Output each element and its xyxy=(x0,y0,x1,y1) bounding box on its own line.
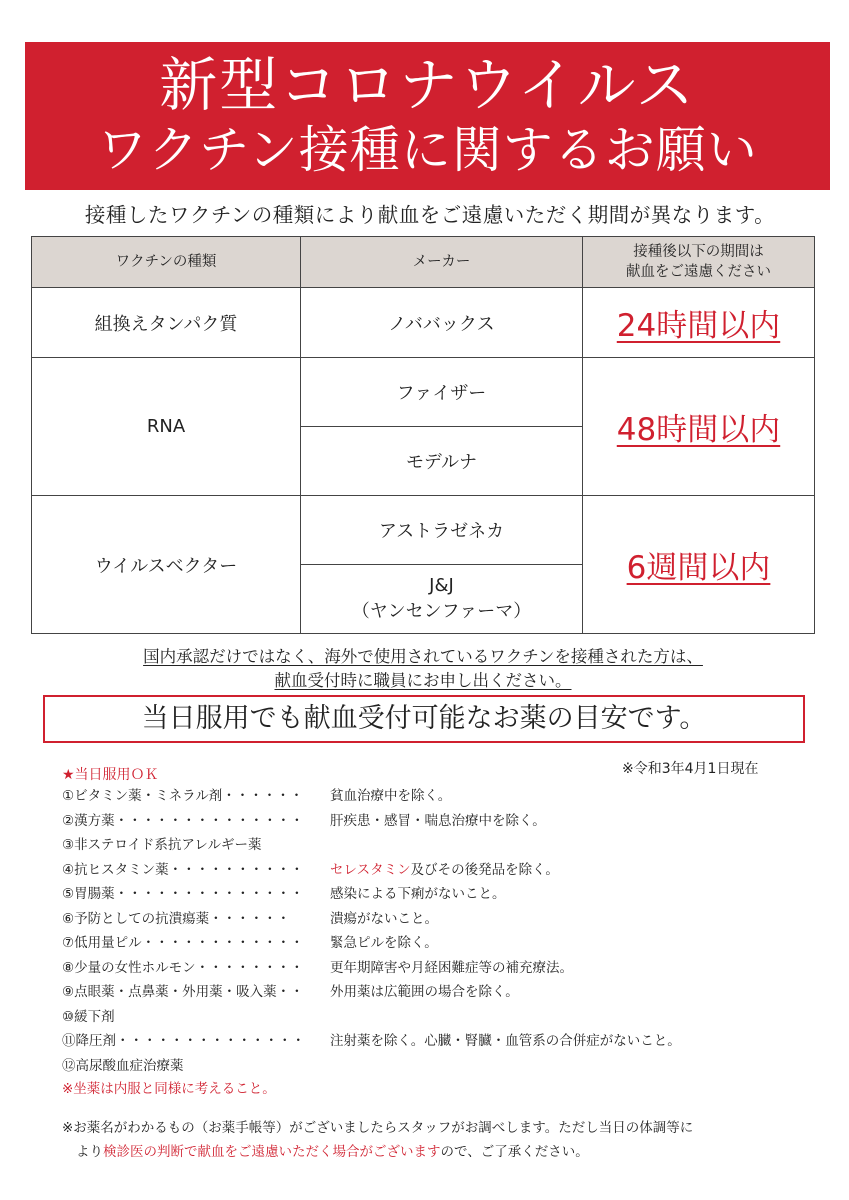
medicine-note-highlight: セレスタミン xyxy=(330,861,411,878)
footer-line2-start: より xyxy=(76,1144,103,1160)
medicine-note: 緊急ピルを除く。 xyxy=(330,935,438,951)
overseas-vaccine-notice xyxy=(31,645,815,693)
list-item xyxy=(62,836,782,861)
list-item xyxy=(62,861,782,886)
medicine-note: 注射薬を除く。心臓・腎臓・血管系の合併症がないこと。 xyxy=(330,1033,681,1049)
period-cell xyxy=(583,358,815,496)
maker-cell: モデルナ xyxy=(301,427,583,496)
medicine-name: ②漢方薬・・・・・・・・・・・・・・ xyxy=(62,812,304,829)
footer-note xyxy=(62,1116,812,1164)
header-period-line2: 献血をご遠慮ください xyxy=(626,264,771,280)
footer-line1: ※お薬名がわかるもの（お薬手帳等）がございましたらスタッフがお調べします。ただし当日の体調等に xyxy=(62,1120,694,1136)
period-text: 48時間以内 xyxy=(616,412,781,448)
medicine-note: 更年期障害や月経困難症等の補充療法。 xyxy=(330,959,573,976)
medicine-name: ⑫高尿酸血症治療薬 xyxy=(62,1057,184,1074)
header-period xyxy=(583,237,815,288)
intro-text: 接種したワクチンの種類により献血をご遠慮いただく期間が異なります。 xyxy=(84,203,776,227)
title-banner xyxy=(25,42,830,190)
footer-line2-highlight: 検診医の判断で献血をご遠慮いただく場合がございます xyxy=(103,1144,441,1160)
table-row xyxy=(32,496,815,565)
list-item xyxy=(62,812,782,837)
list-item xyxy=(62,983,782,1008)
list-item xyxy=(62,959,782,984)
medicine-name: ⑪降圧剤・・・・・・・・・・・・・・ xyxy=(62,1033,305,1049)
medicine-name: ⑧少量の女性ホルモン・・・・・・・・ xyxy=(62,959,304,976)
footer-line2-end: ので、ご了承ください。 xyxy=(440,1144,589,1160)
header-maker: メーカー xyxy=(301,237,583,288)
medicine-name: ③非ステロイド系抗アレルギー薬 xyxy=(62,837,262,853)
medicine-note: 貧血治療中を除く。 xyxy=(330,788,452,804)
list-item xyxy=(62,1008,782,1033)
maker-subname: （ヤンセンファーマ） xyxy=(351,601,532,622)
maker-name: J&J xyxy=(429,575,454,596)
medicine-name: ①ビタミン薬・ミネラル剤・・・・・・ xyxy=(62,788,304,804)
period-cell xyxy=(583,496,815,634)
list-item xyxy=(62,910,782,935)
list-item xyxy=(62,934,782,959)
header-period-line1: 接種後以下の期間は xyxy=(633,244,764,260)
medicine-name: ⑩緩下剤 xyxy=(62,1008,115,1025)
medicine-note: 感染による下痢がないこと。 xyxy=(330,886,506,902)
medicine-banner: 当日服用でも献血受付可能なお薬の目安です。 xyxy=(43,695,805,743)
table-row xyxy=(32,288,815,358)
notice-line1: 国内承認だけではなく、海外で使用されているワクチンを接種された方は、 xyxy=(143,647,703,666)
notice-line2: 献血受付時に職員にお申し出ください。 xyxy=(274,671,572,690)
medicine-name: ⑦低用量ピル・・・・・・・・・・・・ xyxy=(62,935,304,951)
medicine-list xyxy=(62,787,782,1081)
medicine-note: 外用薬は広範囲の場合を除く。 xyxy=(330,984,519,1000)
vaccine-type-cell: 組換えタンパク質 xyxy=(32,288,301,358)
page-title-line1: 新型コロナウイルス xyxy=(159,51,696,119)
maker-cell: アストラゼネカ xyxy=(301,496,583,565)
maker-cell: ノババックス xyxy=(301,288,583,358)
period-text: 24時間以内 xyxy=(616,308,781,344)
table-row xyxy=(32,358,815,427)
medicine-name: ⑤胃腸薬・・・・・・・・・・・・・・ xyxy=(62,886,304,902)
list-item xyxy=(62,1057,782,1082)
medicine-name: ⑨点眼薬・点鼻薬・外用薬・吸入薬・・ xyxy=(62,984,304,1000)
table-header-row xyxy=(32,237,815,288)
vaccine-type-cell: RNA xyxy=(32,358,301,496)
medicine-note-rest: 及びその後発品を除く。 xyxy=(410,861,559,878)
medicine-name: ④抗ヒスタミン薬・・・・・・・・・・ xyxy=(62,861,304,878)
maker-cell: ファイザー xyxy=(301,358,583,427)
vaccine-type-cell: ウイルスベクター xyxy=(32,496,301,634)
medicine-note xyxy=(330,861,559,879)
as-of-date: ※令和3年4月1日現在 xyxy=(622,761,759,777)
maker-cell xyxy=(301,565,583,634)
period-text: 6週間以内 xyxy=(626,550,771,586)
page-title-line2: ワクチン接種に関するお願い xyxy=(97,121,758,179)
list-item xyxy=(62,885,782,910)
ok-title: ★当日服用ＯＫ xyxy=(62,767,159,783)
medicine-note: 潰瘍がないこと。 xyxy=(330,910,438,927)
list-item xyxy=(62,1032,782,1057)
vaccine-table xyxy=(31,236,815,634)
suppository-note: ※坐薬は内服と同様に考えること。 xyxy=(62,1081,276,1097)
medicine-name: ⑥予防としての抗潰瘍薬・・・・・・ xyxy=(62,910,291,927)
medicine-note: 肝疾患・感冒・喘息治療中を除く。 xyxy=(330,812,546,829)
period-cell xyxy=(583,288,815,358)
list-item xyxy=(62,787,782,812)
header-vaccine-type: ワクチンの種類 xyxy=(32,237,301,288)
